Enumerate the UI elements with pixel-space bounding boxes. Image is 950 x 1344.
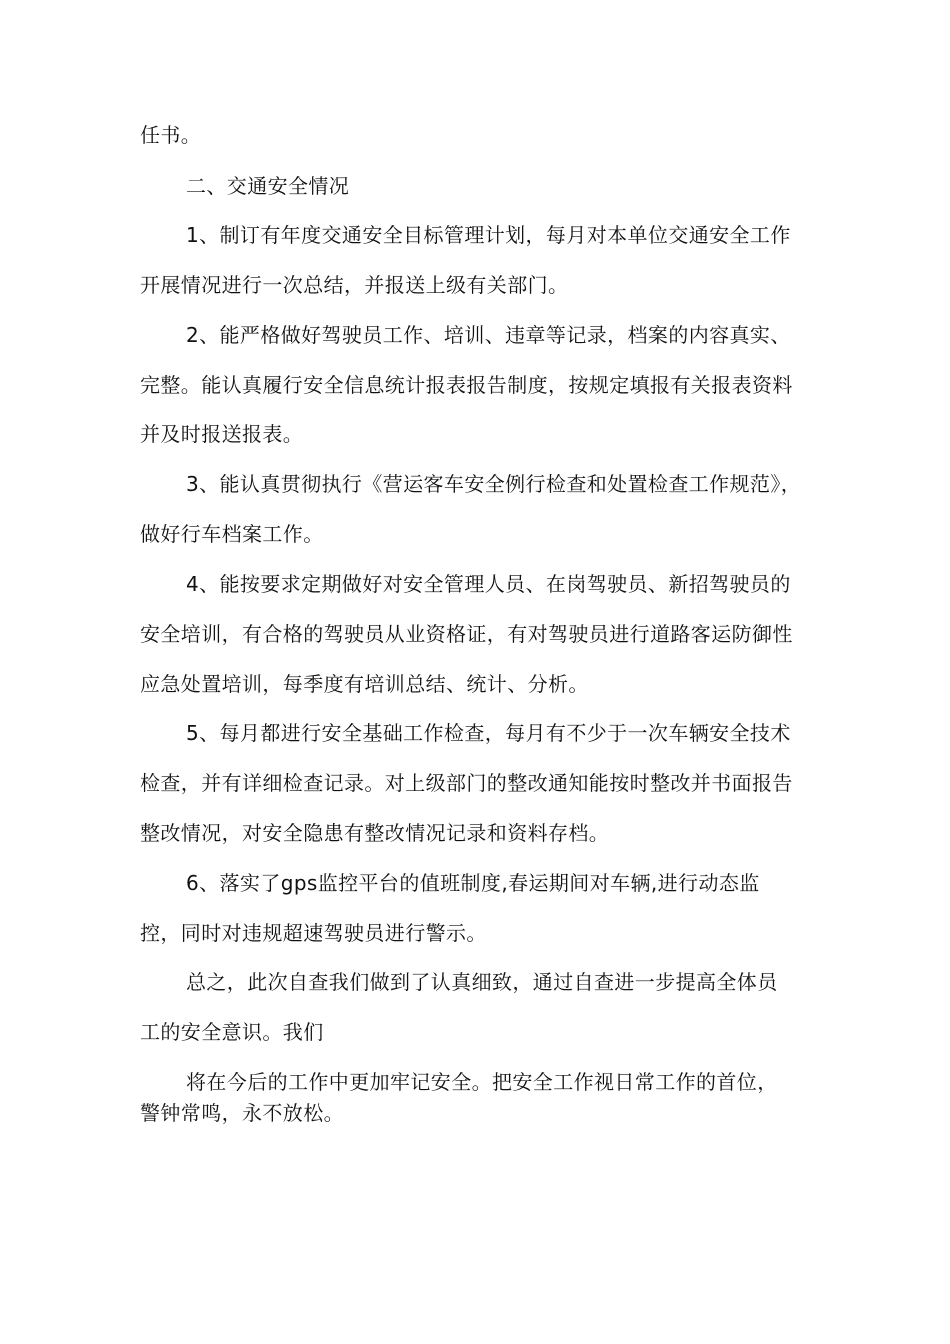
text-line: 5、每月都进行安全基础工作检查，每月有不少于一次车辆安全技术 [186,721,791,745]
text-line: 4、能按要求定期做好对安全管理人员、在岗驾驶员、新招驾驶员的 [186,572,791,596]
text-line: 安全培训，有合格的驾驶员从业资格证，有对驾驶员进行道路客运防御性 [140,622,793,646]
text-line: 开展情况进行一次总结，并报送上级有关部门。 [140,273,569,297]
text-line: 做好行车档案工作。 [140,522,324,546]
text-line: 检查，并有详细检查记录。对上级部门的整改通知能按时整改并书面报告 [140,771,793,795]
text-line: 总之，此次自查我们做到了认真细致，通过自查进一步提高全体员 [186,970,778,994]
text-line: 完整。能认真履行安全信息统计报表报告制度，按规定填报有关报表资料 [140,373,793,397]
text-line: 警钟常鸣，永不放松。 [140,1101,344,1125]
section-heading: 二、交通安全情况 [186,174,350,198]
text-line: 6、落实了gps监控平台的值班制度,春运期间对车辆,进行动态监 [186,871,760,895]
text-line: 3、能认真贯彻执行《营运客车安全例行检查和处置检查工作规范》， [186,472,802,496]
text-line: 并及时报送报表。 [140,422,304,446]
text-line: 将在今后的工作中更加牢记安全。把安全工作视日常工作的首位， [186,1070,778,1094]
text-line: 工的安全意识。我们 [140,1020,324,1044]
text-line: 控，同时对违规超速驾驶员进行警示。 [140,921,487,945]
text-line: 任书。 [140,123,202,147]
text-line: 1、制订有年度交通安全目标管理计划，每月对本单位交通安全工作 [186,223,791,247]
text-line: 应急处置培训，每季度有培训总结、统计、分析。 [140,672,589,696]
text-line: 整改情况，对安全隐患有整改情况记录和资料存档。 [140,821,610,845]
text-line: 2、能严格做好驾驶员工作、培训、违章等记录，档案的内容真实、 [186,323,791,347]
